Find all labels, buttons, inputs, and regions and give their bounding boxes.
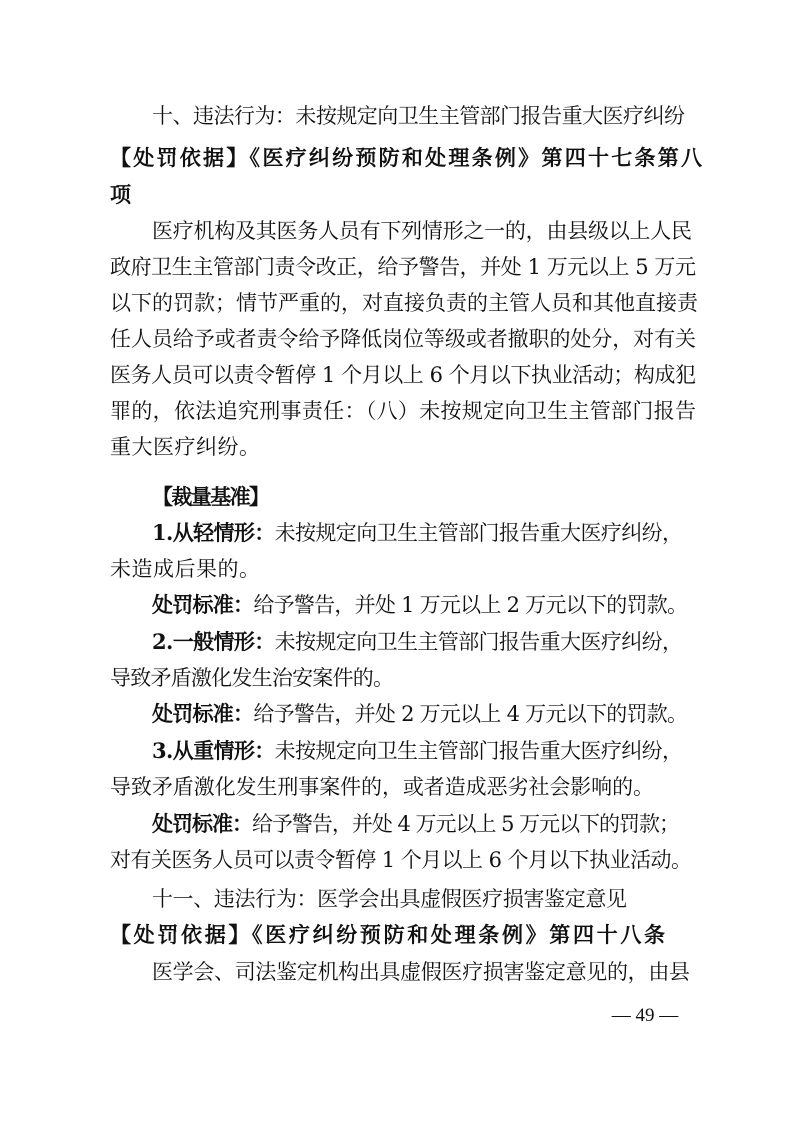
body-text: 给予警告，并处 2 万元以上 4 万元以下的罚款。	[253, 702, 688, 726]
text-line	[0, 957, 793, 987]
bold-text: 2.一般情形：	[152, 629, 275, 654]
bold-text: 3.从重情形：	[152, 738, 275, 763]
body-text: 以下的罚款；情节严重的，对直接负责的主管人员和其他直接责	[110, 291, 698, 315]
text-line	[0, 518, 793, 548]
bold-text: 项	[110, 182, 131, 207]
text-line	[0, 180, 793, 210]
bold-text: 【处罚依据】《医疗纠纷预防和处理条例》第四十七条第八	[110, 145, 705, 170]
text-line	[0, 699, 793, 729]
text-line	[0, 627, 793, 657]
body-text: 罪的，依法追究刑事责任：（八）未按规定向卫生主管部门报告	[110, 399, 697, 423]
text-line	[0, 360, 793, 390]
body-text: 未按规定向卫生主管部门报告重大医疗纠纷，	[274, 739, 683, 763]
text-line	[0, 324, 793, 354]
bold-text: 【处罚依据】《医疗纠纷预防和处理条例》第四十八条	[110, 922, 668, 947]
text-line	[0, 396, 793, 426]
bold-text: 【裁量基准】	[152, 484, 269, 509]
body-text: 重大医疗纠纷。	[110, 435, 261, 459]
text-line	[0, 482, 793, 512]
body-text: 对有关医务人员可以责令暂停 1 个月以上 6 个月以下执业活动。	[110, 848, 692, 872]
body-text: 给予警告，并处 1 万元以上 2 万元以下的罚款。	[253, 593, 688, 617]
text-line	[0, 736, 793, 766]
body-text: 医疗机构及其医务人员有下列情形之一的，由县级以上人民	[152, 219, 692, 243]
text-line	[0, 432, 793, 462]
body-text: 导致矛盾激化发生治安案件的。	[110, 666, 394, 690]
text-line	[0, 884, 793, 914]
body-text: 导致矛盾激化发生刑事案件的，或者造成恶劣社会影响的。	[110, 775, 654, 799]
body-text: 未造成后果的。	[110, 557, 261, 581]
text-line	[0, 772, 793, 802]
body-text: 给予警告，并处 4 万元以上 5 万元以下的罚款；	[251, 812, 679, 836]
text-line	[0, 216, 793, 246]
body-text: 医学会、司法鉴定机构出具虚假医疗损害鉴定意见的，由县	[152, 960, 690, 984]
text-line	[0, 809, 793, 839]
text-line	[0, 252, 793, 282]
bold-text: 处罚标准：	[152, 811, 252, 836]
text-line	[0, 101, 793, 131]
text-line	[0, 554, 793, 584]
text-line	[0, 663, 793, 693]
text-line	[0, 920, 793, 950]
text-line	[0, 143, 793, 173]
body-text: 十一、违法行为：医学会出具虚假医疗损害鉴定意见	[152, 887, 627, 911]
text-line	[0, 288, 793, 318]
bold-text: 处罚标准：	[152, 592, 254, 617]
page-number: — 49 —	[611, 1005, 679, 1026]
body-text: 未按规定向卫生主管部门报告重大医疗纠纷，	[274, 630, 683, 654]
body-text: 政府卫生主管部门责令改正，给予警告，并处 1 万元以上 5 万元	[110, 255, 696, 279]
body-text: 医务人员可以责令暂停 1 个月以上 6 个月以下执业活动；构成犯	[110, 363, 696, 387]
text-line	[0, 845, 793, 875]
bold-text: 1.从轻情形：	[152, 520, 275, 545]
body-text: 十、违法行为：未按规定向卫生主管部门报告重大医疗纠纷	[152, 104, 685, 128]
text-line	[0, 590, 793, 620]
bold-text: 处罚标准：	[152, 701, 254, 726]
body-text: 任人员给予或者责令给予降低岗位等级或者撤职的处分，对有关	[110, 327, 696, 351]
body-text: 未按规定向卫生主管部门报告重大医疗纠纷，	[274, 521, 683, 545]
